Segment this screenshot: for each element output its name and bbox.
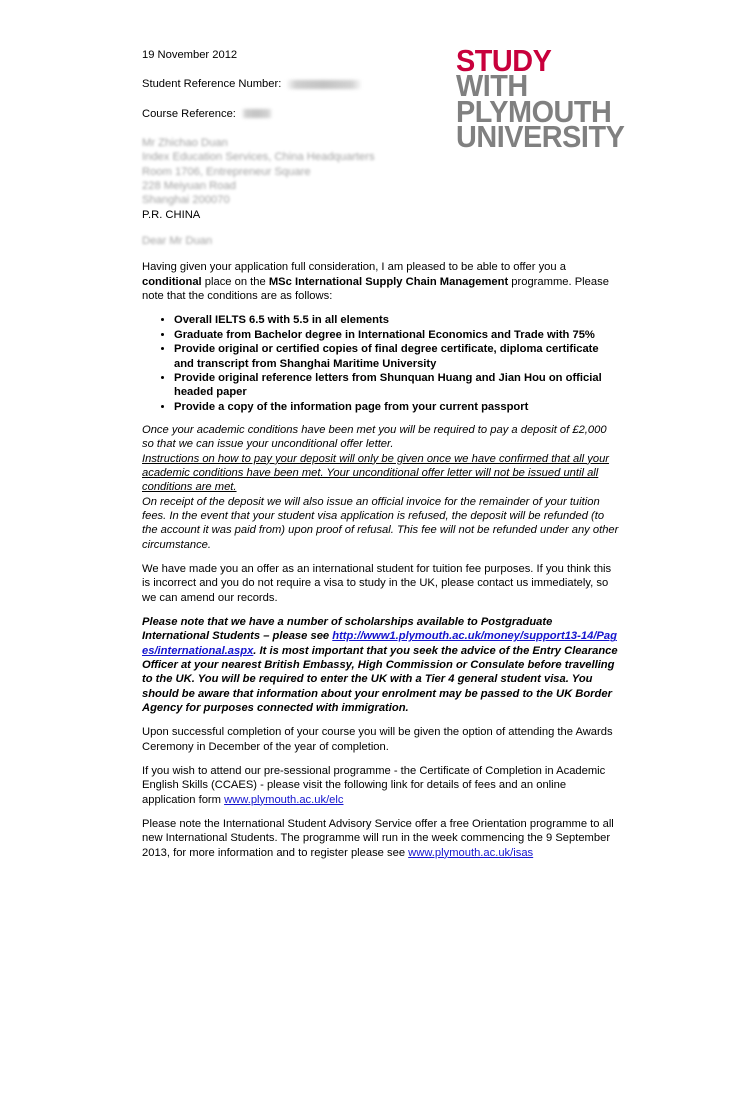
scholarship-paragraph bbox=[142, 615, 620, 715]
condition-item: • Graduate from Bachelor degree in International Economics and Trade with 75% bbox=[174, 328, 620, 342]
letter-body bbox=[142, 48, 620, 870]
condition-item: • Overall IELTS 6.5 with 5.5 in all elements bbox=[174, 313, 620, 327]
salutation: Dear Mr Duan bbox=[142, 234, 213, 247]
orientation-text: Please note the International Student Advisory Service offer a free Orientation programme to all new International Students. The programme will run in the week commencing the 9 September 2013, for more information and to register please see bbox=[142, 817, 614, 859]
address-line-street2: 228 Meiyuan Road bbox=[142, 179, 236, 192]
course-reference-row bbox=[142, 107, 620, 121]
student-reference-redacted-value bbox=[287, 80, 361, 89]
presessional-paragraph bbox=[142, 764, 620, 807]
student-reference-row bbox=[142, 77, 620, 91]
intro-bold-programme: MSc International Supply Chain Management bbox=[268, 275, 509, 288]
payment-instructions-paragraph: Instructions on how to pay your deposit will only be given once we have confirmed that all your academic conditions have been met. Your unconditional offer letter will not be issued until all conditions are met. bbox=[142, 452, 610, 494]
scholarship-text-2: . It is most important that you seek the advice of the Entry Clearance Officer at your nearest British Embassy, High Commission or Consulate before travelling to the UK. You will be required to enter the UK with a Tier 4 general student visa. You should be aware that information about your enrolment may be passed to the UK Border Agency for purposes connected with immigration. bbox=[142, 644, 618, 714]
conditions-list bbox=[142, 313, 620, 414]
awards-ceremony-paragraph: Upon successful completion of your course you will be given the option of attending the Awards Ceremony in December of the year of completion. bbox=[142, 726, 613, 753]
condition-item: • Provide a copy of the information page from your current passport bbox=[174, 400, 620, 414]
course-reference-redacted-value bbox=[242, 109, 272, 118]
deposit-paragraph: Once your academic conditions have been met you will be required to pay a deposit of £2,000 so that we can issue your unconditional offer letter. bbox=[142, 424, 607, 451]
recipient-address bbox=[142, 136, 620, 222]
isas-link[interactable]: www.plymouth.ac.uk/isas bbox=[408, 846, 534, 859]
course-reference-label: Course Reference: bbox=[142, 107, 236, 120]
address-line-name: Mr Zhichao Duan bbox=[142, 136, 228, 149]
address-line-country: P.R. CHINA bbox=[142, 208, 201, 221]
address-line-street1: Room 1706, Entrepreneur Square bbox=[142, 165, 311, 178]
intro-text-2: place on the bbox=[201, 275, 269, 288]
intro-text-1: Having given your application full consideration, I am pleased to be able to offer you a bbox=[142, 261, 566, 274]
logo-line-study: STUDY bbox=[456, 43, 552, 78]
intro-bold-conditional: conditional bbox=[142, 275, 202, 288]
intro-text-3: programme. Please note that the conditions are as follows: bbox=[142, 275, 609, 302]
address-line-city: Shanghai 200070 bbox=[142, 194, 230, 207]
invoice-refund-paragraph: On receipt of the deposit we will also issue an official invoice for the remainder of your tuition fees. In the event that your student visa application is refused, the deposit will be refunded (to the account it was paid from) upon proof of refusal. This fee will not be refunded under any other circumstance. bbox=[142, 495, 619, 551]
logo-line-plymouth: PLYMOUTH bbox=[456, 93, 612, 129]
logo-line-university: UNIVERSITY bbox=[456, 119, 625, 155]
intro-paragraph bbox=[142, 260, 620, 303]
presessional-text: If you wish to attend our pre-sessional programme - the Certificate of Completion in Academic English Skills (CCAES) - please visit the following link for details of fees and an online application form bbox=[142, 764, 606, 806]
orientation-paragraph bbox=[142, 817, 620, 860]
condition-item: • Provide original reference letters from Shunquan Huang and Jian Hou on official headed paper bbox=[174, 371, 620, 399]
address-line-company: Index Education Services, China Headquarters bbox=[142, 151, 375, 164]
letter-date: 19 November 2012 bbox=[142, 49, 238, 61]
condition-item: • Provide original or certified copies of final degree certificate, diploma certificate and transcript from Shanghai Maritime University bbox=[174, 342, 620, 370]
student-reference-label: Student Reference Number: bbox=[142, 78, 282, 91]
scholarship-text-1: Please note that we have a number of scholarships available to Postgraduate International Students – please see bbox=[142, 615, 553, 643]
international-fee-paragraph: We have made you an offer as an international student for tuition fee purposes. If you think this is incorrect and you do not require a visa to study in the UK, please contact us immediately, so we can amend our records. bbox=[142, 562, 612, 604]
elc-link[interactable]: www.plymouth.ac.uk/elc bbox=[224, 793, 344, 806]
scholarship-link[interactable]: http://www1.plymouth.ac.uk/money/support13-14/Pages/international.aspx bbox=[142, 630, 617, 657]
logo-line-with: WITH bbox=[456, 68, 528, 104]
